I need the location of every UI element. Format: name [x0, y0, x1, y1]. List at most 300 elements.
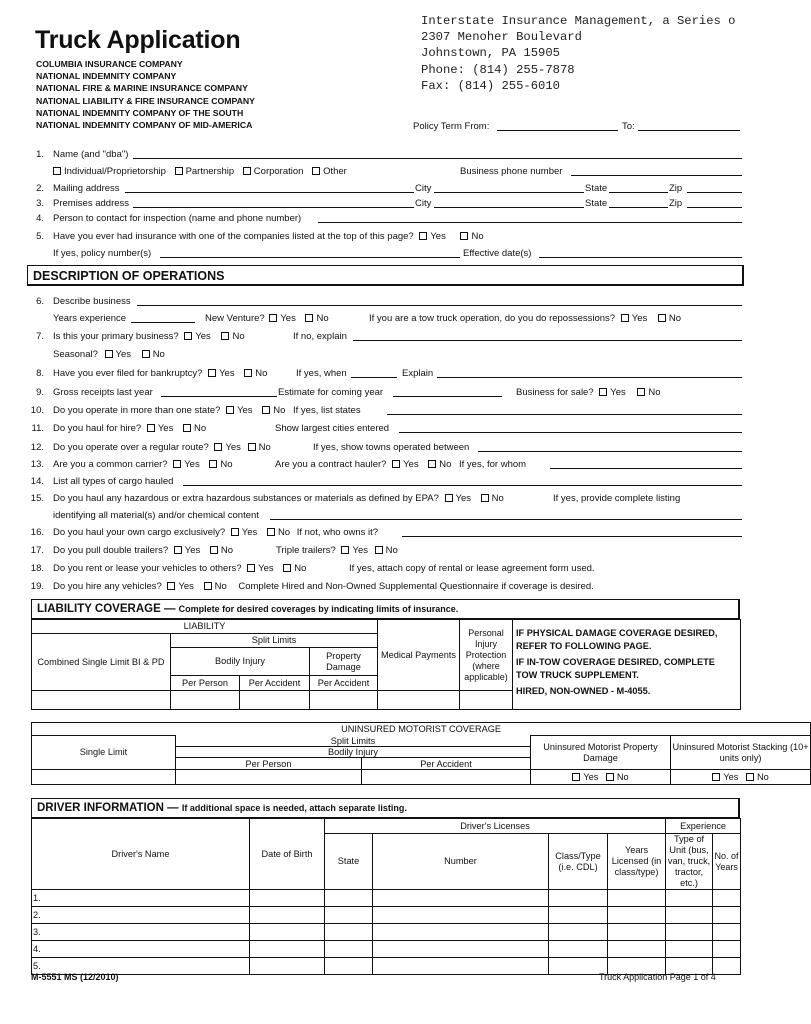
liability-heading-sub: Complete for desired coverages by indicating limits of insurance. [178, 604, 459, 614]
business-phone-field[interactable] [571, 175, 742, 176]
business-phone-label: Business phone number [460, 166, 563, 177]
triple-no-checkbox[interactable] [375, 546, 383, 554]
q16-yes-checkbox[interactable] [231, 528, 239, 536]
name-field[interactable] [133, 158, 742, 159]
driver-heading-text: DRIVER INFORMATION — [37, 802, 179, 814]
umpd-no-checkbox[interactable] [606, 773, 614, 781]
number-cell[interactable] [373, 890, 549, 907]
q8-row [53, 368, 267, 379]
state-cell[interactable] [325, 924, 373, 941]
yes-label: Yes [241, 527, 258, 538]
contact-person-field[interactable] [318, 222, 742, 223]
q17-no-checkbox[interactable] [210, 546, 218, 554]
no-label: No [668, 313, 682, 324]
q13-no-checkbox[interactable] [209, 460, 217, 468]
individual-checkbox[interactable] [53, 167, 61, 175]
effective-dates-label: Effective date(s) [463, 248, 532, 259]
driver-table [31, 818, 741, 975]
q7-no-checkbox[interactable] [221, 332, 229, 340]
q5-yes-checkbox[interactable] [419, 232, 427, 240]
um-per-person-input[interactable] [176, 770, 362, 785]
driver-name-cell[interactable]: 1. [32, 890, 250, 907]
q18-row [53, 563, 306, 574]
premises-zip-field[interactable] [687, 207, 742, 208]
other-label: Other [323, 166, 347, 177]
umpd-yes-checkbox[interactable] [572, 773, 580, 781]
driver-name-cell[interactable]: 3. [32, 924, 250, 941]
seasonal-label: Seasonal? [53, 349, 98, 360]
years-licensed-cell[interactable] [608, 941, 666, 958]
effective-dates-field[interactable] [539, 257, 742, 258]
no-years-header: No. of Years [713, 834, 741, 890]
list-states-field[interactable] [387, 414, 742, 415]
list-states-label: If yes, list states [293, 405, 361, 416]
yes-label: Yes [455, 493, 471, 504]
q17-yes-checkbox[interactable] [174, 546, 182, 554]
agency-line: Fax: (814) 255-6010 [421, 78, 560, 93]
triple-row [276, 545, 398, 556]
seasonal-yes-checkbox[interactable] [105, 350, 113, 358]
yes-label: Yes [225, 442, 241, 453]
q-number: 4. [36, 213, 44, 224]
table-row [32, 907, 741, 924]
no-years-cell[interactable] [713, 907, 741, 924]
stacking-options [671, 770, 811, 785]
for-whom-label: If yes, for whom [459, 459, 527, 470]
yes-label: Yes [280, 313, 296, 324]
no-label: No [316, 313, 329, 324]
driver-heading [37, 802, 407, 814]
corporation-label: Corporation [253, 166, 304, 177]
q19-row [53, 581, 594, 592]
no-label: No [277, 527, 291, 538]
no-years-cell[interactable] [713, 924, 741, 941]
q-number: 7. [36, 331, 44, 342]
single-limit-header: Single Limit [32, 736, 176, 770]
city-label: City [415, 183, 432, 194]
if-no-explain-label: If no, explain [293, 331, 347, 342]
yes-label: Yes [723, 771, 739, 782]
tow-yes-checkbox[interactable] [621, 314, 629, 322]
q16-label: Do you haul your own cargo exclusively? [53, 527, 226, 538]
bankruptcy-explain-field[interactable] [437, 377, 742, 378]
new-venture-no-checkbox[interactable] [305, 314, 313, 322]
q18-no-checkbox[interactable] [283, 564, 291, 572]
yes-label: Yes [583, 771, 599, 782]
um-bi-header: Bodily Injury [176, 747, 531, 758]
policy-term-from-label: Policy Term From: [413, 121, 490, 132]
new-venture-yes-checkbox[interactable] [269, 314, 277, 322]
policy-term-to-label: To: [622, 121, 635, 132]
contract-row [275, 459, 526, 470]
tow-no-checkbox[interactable] [658, 314, 666, 322]
no-label: No [232, 331, 245, 342]
medical-input[interactable] [378, 691, 460, 710]
yes-label: Yes [184, 545, 201, 556]
yes-label: Yes [157, 423, 174, 434]
q2-label: Mailing address [53, 183, 120, 194]
q10-no-checkbox[interactable] [262, 406, 270, 414]
years-licensed-cell[interactable] [608, 907, 666, 924]
liability-heading [37, 603, 458, 615]
yes-label: Yes [219, 368, 235, 379]
hired-label: Complete Hired and Non-Owned Supplemental Questionnaire if coverage is desired. [238, 581, 594, 592]
property-damage-header: Property Damage [310, 648, 378, 676]
single-limit-input[interactable] [32, 770, 176, 785]
q13-yes-checkbox[interactable] [173, 460, 181, 468]
q11-yes-checkbox[interactable] [147, 424, 155, 432]
dob-cell[interactable] [250, 907, 325, 924]
q-number: 11. [31, 423, 44, 434]
q15-row [53, 493, 504, 504]
table-row [32, 890, 741, 907]
no-label: No [648, 387, 661, 398]
policy-term-from-field[interactable] [497, 130, 618, 131]
q3-label: Premises address [53, 198, 130, 209]
driver-name-header: Driver's Name [32, 819, 250, 890]
state-cell[interactable] [325, 941, 373, 958]
yes-label: Yes [237, 405, 253, 416]
attach-copy-label: If yes, attach copy of rental or lease agreement form used. [349, 563, 595, 574]
driver-name-cell[interactable]: 2. [32, 907, 250, 924]
csl-input[interactable] [32, 691, 171, 710]
q8-label: Have you ever filed for bankruptcy? [53, 368, 203, 379]
per-accident-header: Per Accident [310, 676, 378, 691]
new-venture-label: New Venture? [205, 313, 265, 324]
q17-row [53, 545, 233, 556]
largest-cities-label: Show largest cities entered [275, 423, 390, 434]
q18-yes-checkbox[interactable] [247, 564, 255, 572]
pip-input[interactable] [460, 691, 513, 710]
agency-address [421, 13, 770, 94]
class-cell[interactable] [549, 924, 608, 941]
driver-heading-sub: If additional space is needed, attach separate listing. [181, 803, 407, 813]
explain-label: Explain [402, 368, 434, 379]
q19-yes-checkbox[interactable] [167, 582, 175, 590]
um-per-accident-input[interactable] [362, 770, 531, 785]
experience-header: Experience [666, 819, 741, 834]
q12-label: Do you operate over a regular route? [53, 442, 209, 453]
who-owns-label: If not, who owns it? [296, 527, 379, 538]
estimate-label: Estimate for coming year [278, 387, 384, 398]
table-row [32, 924, 741, 941]
no-label: No [220, 459, 233, 470]
q-number: 15. [30, 493, 44, 504]
table-row [32, 941, 741, 958]
company-name: NATIONAL INDEMNITY COMPANY [36, 71, 177, 82]
company-list [36, 58, 255, 131]
number-cell[interactable] [373, 907, 549, 924]
unit-cell[interactable] [666, 907, 713, 924]
corporation-checkbox[interactable] [243, 167, 251, 175]
driver-name-cell[interactable]: 4. [32, 941, 250, 958]
q17-label: Do you pull double trailers? [53, 545, 169, 556]
no-label: No [616, 771, 629, 782]
number-cell[interactable] [373, 958, 549, 975]
triple-label: Triple trailers? [276, 545, 336, 556]
for-sale-no-checkbox[interactable] [637, 388, 645, 396]
no-label: No [385, 545, 398, 556]
for-sale-label: Business for sale? [516, 387, 594, 398]
cargo-types-field[interactable] [183, 485, 742, 486]
towns-field[interactable] [478, 451, 742, 452]
stacking-header: Uninsured Motorist Stacking (10+ units only) [671, 736, 811, 770]
liability-table [31, 619, 741, 710]
class-cell[interactable] [549, 907, 608, 924]
class-cell[interactable] [549, 941, 608, 958]
state-label: State [585, 183, 608, 194]
hazardous-materials-field[interactable] [270, 519, 742, 520]
mailing-address-field[interactable] [125, 192, 414, 193]
company-name: NATIONAL INDEMNITY COMPANY OF THE SOUTH [36, 107, 244, 118]
no-label: No [273, 405, 286, 416]
no-label: No [258, 442, 271, 453]
policy-term-to-field[interactable] [638, 130, 740, 131]
no-label: No [214, 581, 227, 592]
yes-label: Yes [430, 231, 446, 242]
unit-cell[interactable] [666, 941, 713, 958]
q6-label: Describe business [53, 296, 131, 307]
page-number: Truck Application Page 1 of 4 [599, 972, 716, 982]
q-number: 1. [36, 149, 44, 160]
years-licensed-cell[interactable] [608, 890, 666, 907]
q11-row [53, 423, 206, 434]
um-per-accident-header: Per Accident [362, 758, 531, 770]
triple-yes-checkbox[interactable] [341, 546, 349, 554]
towns-label: If yes, show towns operated between [313, 442, 470, 453]
license-state-header: State [325, 834, 373, 890]
no-years-cell[interactable] [713, 890, 741, 907]
no-label: No [294, 563, 307, 574]
stacking-yes-checkbox[interactable] [712, 773, 720, 781]
q-number: 2. [36, 183, 44, 194]
q16-no-checkbox[interactable] [267, 528, 275, 536]
q-number: 3. [36, 198, 44, 209]
um-per-person-header: Per Person [176, 758, 362, 770]
policy-numbers-field[interactable] [160, 257, 460, 258]
state-cell[interactable] [325, 890, 373, 907]
years-experience-label: Years experience [53, 313, 127, 324]
tow-row [369, 313, 681, 324]
q10-row [53, 405, 361, 416]
estimate-field[interactable] [393, 396, 502, 397]
no-label: No [220, 545, 234, 556]
premises-state-field[interactable] [609, 207, 668, 208]
bodily-injury-header: Bodily Injury [171, 648, 310, 676]
number-cell[interactable] [373, 924, 549, 941]
q-number: 13. [30, 459, 44, 470]
who-owns-field[interactable] [402, 536, 742, 537]
bi-per-person-input[interactable] [171, 691, 240, 710]
new-venture-row [205, 313, 329, 324]
no-years-cell[interactable] [713, 941, 741, 958]
state-cell[interactable] [325, 958, 373, 975]
coverage-notes [513, 620, 741, 710]
unit-cell[interactable] [666, 924, 713, 941]
contract-no-checkbox[interactable] [428, 460, 436, 468]
unit-cell[interactable] [666, 890, 713, 907]
umpd-header: Uninsured Motorist Property Damage [531, 736, 671, 770]
q10-label: Do you operate in more than one state? [53, 405, 221, 416]
q15b-label: identifying all material(s) and/or chemical content [53, 510, 259, 521]
operations-heading: DESCRIPTION OF OPERATIONS [33, 269, 225, 283]
form-title: Truck Application [35, 26, 241, 54]
entity-type-row [53, 166, 347, 177]
premises-city-field[interactable] [434, 207, 584, 208]
company-name: NATIONAL FIRE & MARINE INSURANCE COMPANY [36, 83, 248, 94]
um-heading: UNINSURED MOTORIST COVERAGE [32, 723, 811, 736]
agency-line: Phone: (814) 255-7878 [421, 62, 575, 77]
mailing-zip-field[interactable] [687, 192, 742, 193]
q15-no-checkbox[interactable] [481, 494, 489, 502]
q-number: 16. [30, 527, 44, 538]
driver-name-cell[interactable]: 5. [32, 958, 250, 975]
q12-yes-checkbox[interactable] [214, 443, 222, 451]
yes-label: Yes [352, 545, 368, 556]
years-experience-field[interactable] [131, 322, 195, 323]
form-number: M-5551 MS (12/2010) [31, 972, 119, 982]
yes-label: Yes [258, 563, 274, 574]
liability-heading-text: LIABILITY COVERAGE — [37, 603, 176, 615]
per-accident-header: Per Accident [240, 676, 310, 691]
q-number: 19. [30, 581, 44, 592]
dob-cell[interactable] [250, 890, 325, 907]
number-cell[interactable] [373, 941, 549, 958]
state-cell[interactable] [325, 907, 373, 924]
pd-per-accident-input[interactable] [310, 691, 378, 710]
q8-yes-checkbox[interactable] [208, 369, 216, 377]
q-number: 14. [30, 476, 44, 487]
q-number: 8. [36, 368, 44, 379]
bi-per-accident-input[interactable] [240, 691, 310, 710]
dob-cell[interactable] [250, 924, 325, 941]
q19-label: Do you hire any vehicles? [53, 581, 162, 592]
no-years-cell[interactable] [713, 958, 741, 975]
for-sale-yes-checkbox[interactable] [599, 388, 607, 396]
q-number: 12. [30, 442, 44, 453]
no-label: No [491, 493, 504, 504]
class-cell[interactable] [549, 890, 608, 907]
q11-no-checkbox[interactable] [183, 424, 191, 432]
q5-text: Have you ever had insurance with one of the companies listed at the top of this page? [53, 231, 414, 242]
no-label: No [756, 771, 769, 782]
individual-label: Individual/Proprietorship [64, 166, 166, 177]
q-number: 5. [36, 231, 44, 242]
seasonal-no-checkbox[interactable] [142, 350, 150, 358]
csl-header: Combined Single Limit BI & PD [32, 634, 171, 691]
stacking-no-checkbox[interactable] [746, 773, 754, 781]
mailing-state-field[interactable] [609, 192, 668, 193]
partnership-checkbox[interactable] [175, 167, 183, 175]
partnership-label: Partnership [185, 166, 235, 177]
license-number-header: Number [373, 834, 549, 890]
q9-label: Gross receipts last year [53, 387, 153, 398]
q5-no-checkbox[interactable] [460, 232, 468, 240]
yes-label: Yes [178, 581, 194, 592]
largest-cities-field[interactable] [399, 432, 742, 433]
if-yes-when-label: If yes, when [296, 368, 347, 379]
for-sale-row [516, 387, 661, 398]
liability-header: LIABILITY [32, 620, 378, 634]
years-licensed-header: Years Licensed (in class/type) [608, 834, 666, 890]
q15-label: Do you haul any hazardous or extra hazardous substances or materials as defined by EPA? [53, 493, 439, 504]
medical-header: Medical Payments [378, 620, 460, 691]
q12-no-checkbox[interactable] [248, 443, 256, 451]
dob-cell[interactable] [250, 958, 325, 975]
company-name: NATIONAL INDEMNITY COMPANY OF MID-AMERICA [36, 120, 253, 131]
gross-receipts-field[interactable] [161, 396, 277, 397]
q-number: 9. [36, 387, 44, 398]
mailing-city-field[interactable] [434, 192, 584, 193]
q8-no-checkbox[interactable] [244, 369, 252, 377]
per-person-header: Per Person [171, 676, 240, 691]
if-no-explain-field[interactable] [353, 340, 742, 341]
q13-label: Are you a common carrier? [53, 459, 168, 470]
no-label: No [471, 231, 484, 242]
for-whom-field[interactable] [550, 468, 742, 469]
q7-row [53, 331, 245, 342]
q16-row [53, 527, 378, 538]
city-label: City [415, 198, 432, 209]
business-description-field[interactable] [137, 305, 742, 306]
in-tow-note: IF IN-TOW COVERAGE DESIRED, COMPLETE TOW TRUCK SUPPLEMENT. [516, 657, 715, 680]
uninsured-motorist-table [31, 722, 811, 785]
dob-header: Date of Birth [250, 819, 325, 890]
q13-row [53, 459, 233, 470]
physical-damage-note: IF PHYSICAL DAMAGE COVERAGE DESIRED, REFER TO FOLLOWING PAGE. [516, 628, 718, 651]
q4-label: Person to contact for inspection (name and phone number) [53, 213, 302, 224]
yes-label: Yes [184, 459, 200, 470]
unit-type-header: Type of Unit (bus, van, truck, tractor, etc.) [666, 834, 713, 890]
company-name: NATIONAL LIABILITY & FIRE INSURANCE COMPANY [36, 95, 255, 106]
q-number: 6. [36, 296, 44, 307]
q14-label: List all types of cargo hauled [53, 476, 174, 487]
dob-cell[interactable] [250, 941, 325, 958]
seasonal-row [53, 349, 165, 360]
agency-line: 2307 Menoher Boulevard [421, 30, 582, 45]
no-label: No [152, 349, 165, 360]
q7-yes-checkbox[interactable] [184, 332, 192, 340]
q12-row [53, 442, 271, 453]
um-split-header: Split Limits [176, 736, 531, 747]
zip-label: Zip [669, 183, 683, 194]
pip-header: Personal Injury Protection (where applicable) [460, 620, 513, 691]
licenses-header: Driver's Licenses [325, 819, 666, 834]
hired-note: HIRED, NON-OWNED - M-4055. [516, 686, 651, 696]
umpd-options [531, 770, 671, 785]
contract-yes-checkbox[interactable] [392, 460, 400, 468]
bankruptcy-when-field[interactable] [351, 377, 397, 378]
yes-label: Yes [195, 331, 211, 342]
tow-label: If you are a tow truck operation, do you do repossessions? [369, 313, 616, 324]
q7-label: Is this your primary business? [53, 331, 179, 342]
split-limits-header: Split Limits [171, 634, 378, 648]
q1-label: Name (and "dba") [53, 149, 129, 160]
no-label: No [193, 423, 207, 434]
yes-label: Yes [115, 349, 132, 360]
complete-listing-label: If yes, provide complete listing [553, 493, 681, 504]
agency-line: Interstate Insurance Management, a Series o [421, 14, 736, 28]
policy-numbers-label: If yes, policy number(s) [53, 248, 152, 259]
q15-yes-checkbox[interactable] [445, 494, 453, 502]
zip-label: Zip [669, 198, 683, 209]
premises-address-field[interactable] [133, 207, 414, 208]
other-checkbox[interactable] [312, 167, 320, 175]
years-licensed-cell[interactable] [608, 924, 666, 941]
q10-yes-checkbox[interactable] [226, 406, 234, 414]
q-number: 10. [30, 405, 44, 416]
q19-no-checkbox[interactable] [204, 582, 212, 590]
